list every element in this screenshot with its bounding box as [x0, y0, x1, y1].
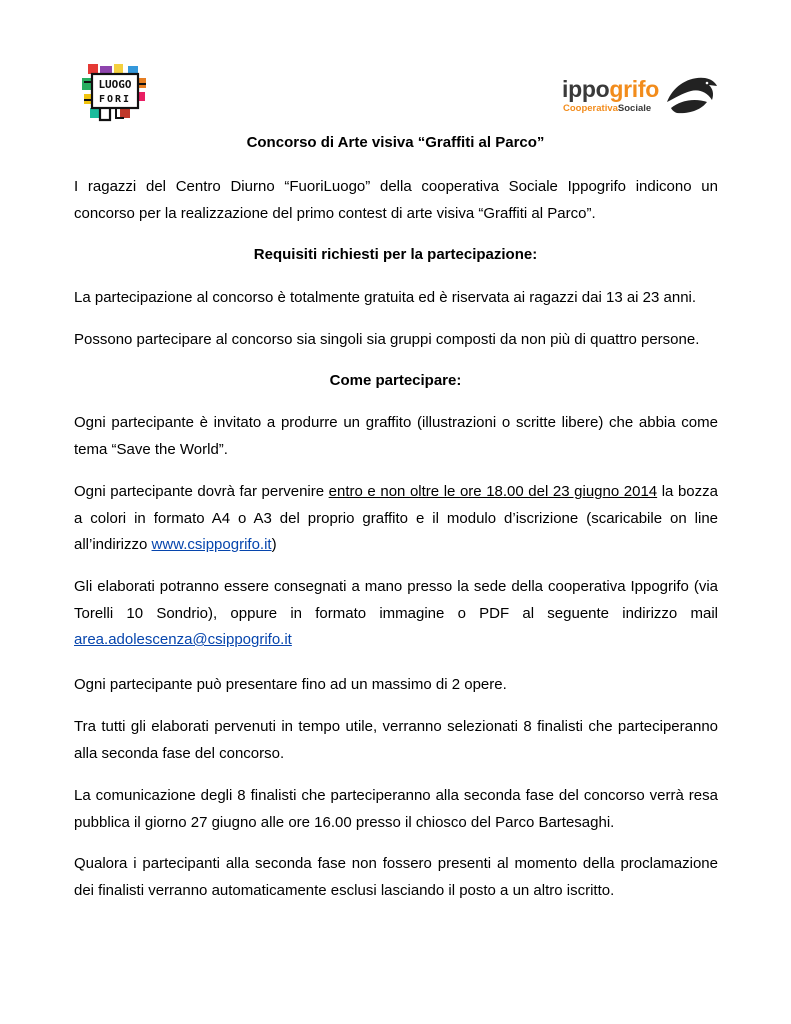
- how-to-participate-heading: Come partecipare:: [329, 372, 462, 389]
- svg-text:FORI: FORI: [98, 94, 132, 105]
- griffin-icon: [663, 72, 719, 118]
- svg-text:LUOGO: LUOGO: [98, 78, 132, 91]
- deadline-text-after: la bozza a colori in formato A4 o A3 del proprio graffito e il modulo d’iscrizione (scaricabile on line all’indirizzo: [74, 483, 718, 553]
- ippogrifo-logo-wordmark: ippogrifo: [562, 76, 659, 102]
- max-works-paragraph: Ogni partecipante può presentare fino ad un massimo di 2 opere.: [74, 676, 507, 693]
- document-title: Concorso di Arte visiva “Graffiti al Parco”: [246, 134, 545, 151]
- requirements-paragraph-2: Possono partecipare al concorso sia singoli sia gruppi composti da non più di quattro persone.: [74, 331, 700, 348]
- fuoriluogo-logo-graphic: [80, 62, 150, 124]
- deadline-underlined: entro e non oltre le ore 18.00 del 23 giugno 2014: [328, 483, 658, 500]
- exclusion-paragraph: Qualora i partecipanti alla seconda fase non fossero presenti al momento della proclamazione dei finalisti verranno automaticamente esclusi lasciando il posto a un altro iscritto.: [74, 855, 718, 899]
- deadline-text-before: Ogni partecipante dovrà far pervenire: [74, 483, 329, 500]
- website-link[interactable]: www.csippogrifo.it: [151, 536, 272, 553]
- email-link[interactable]: area.adolescenza@csippogrifo.it: [74, 631, 292, 648]
- deadline-text-end: ): [271, 536, 277, 553]
- finalists-paragraph: Tra tutti gli elaborati pervenuti in tempo utile, verranno selezionati 8 finalisti che parteciperanno alla seconda fase del concorso.: [74, 718, 718, 762]
- fuoriluogo-logo: [80, 62, 150, 124]
- delivery-text: Gli elaborati potranno essere consegnati a mano presso la sede della cooperativa Ippogrifo (via Torelli 10 Sondrio), oppure in formato immagine o PDF al seguente indirizzo mail: [74, 578, 718, 622]
- ippogrifo-logo: [562, 76, 720, 122]
- ippogrifo-logo-subtitle: CooperativaSociale: [563, 103, 652, 114]
- intro-paragraph: I ragazzi del Centro Diurno “FuoriLuogo” della cooperativa Sociale Ippogrifo indicono un concorso per la realizzazione del primo contest di arte visiva “Graffiti al Parco”.: [74, 178, 718, 222]
- announcement-paragraph: La comunicazione degli 8 finalisti che parteciperanno alla seconda fase del concorso verrà resa pubblica il giorno 27 giugno alle ore 16.00 presso il chiosco del Parco Bartesaghi.: [74, 787, 718, 831]
- requirements-heading: Requisiti richiesti per la partecipazione:: [253, 246, 538, 263]
- delivery-paragraph: [74, 574, 718, 654]
- requirements-paragraph-1: La partecipazione al concorso è totalmente gratuita ed è riservata ai ragazzi dai 13 ai 23 anni.: [74, 289, 697, 306]
- participation-paragraph-1: Ogni partecipante è invitato a produrre un graffito (illustrazioni o scritte libere) che abbia come tema “Save the World”.: [74, 414, 718, 458]
- participation-paragraph-2: [74, 479, 718, 559]
